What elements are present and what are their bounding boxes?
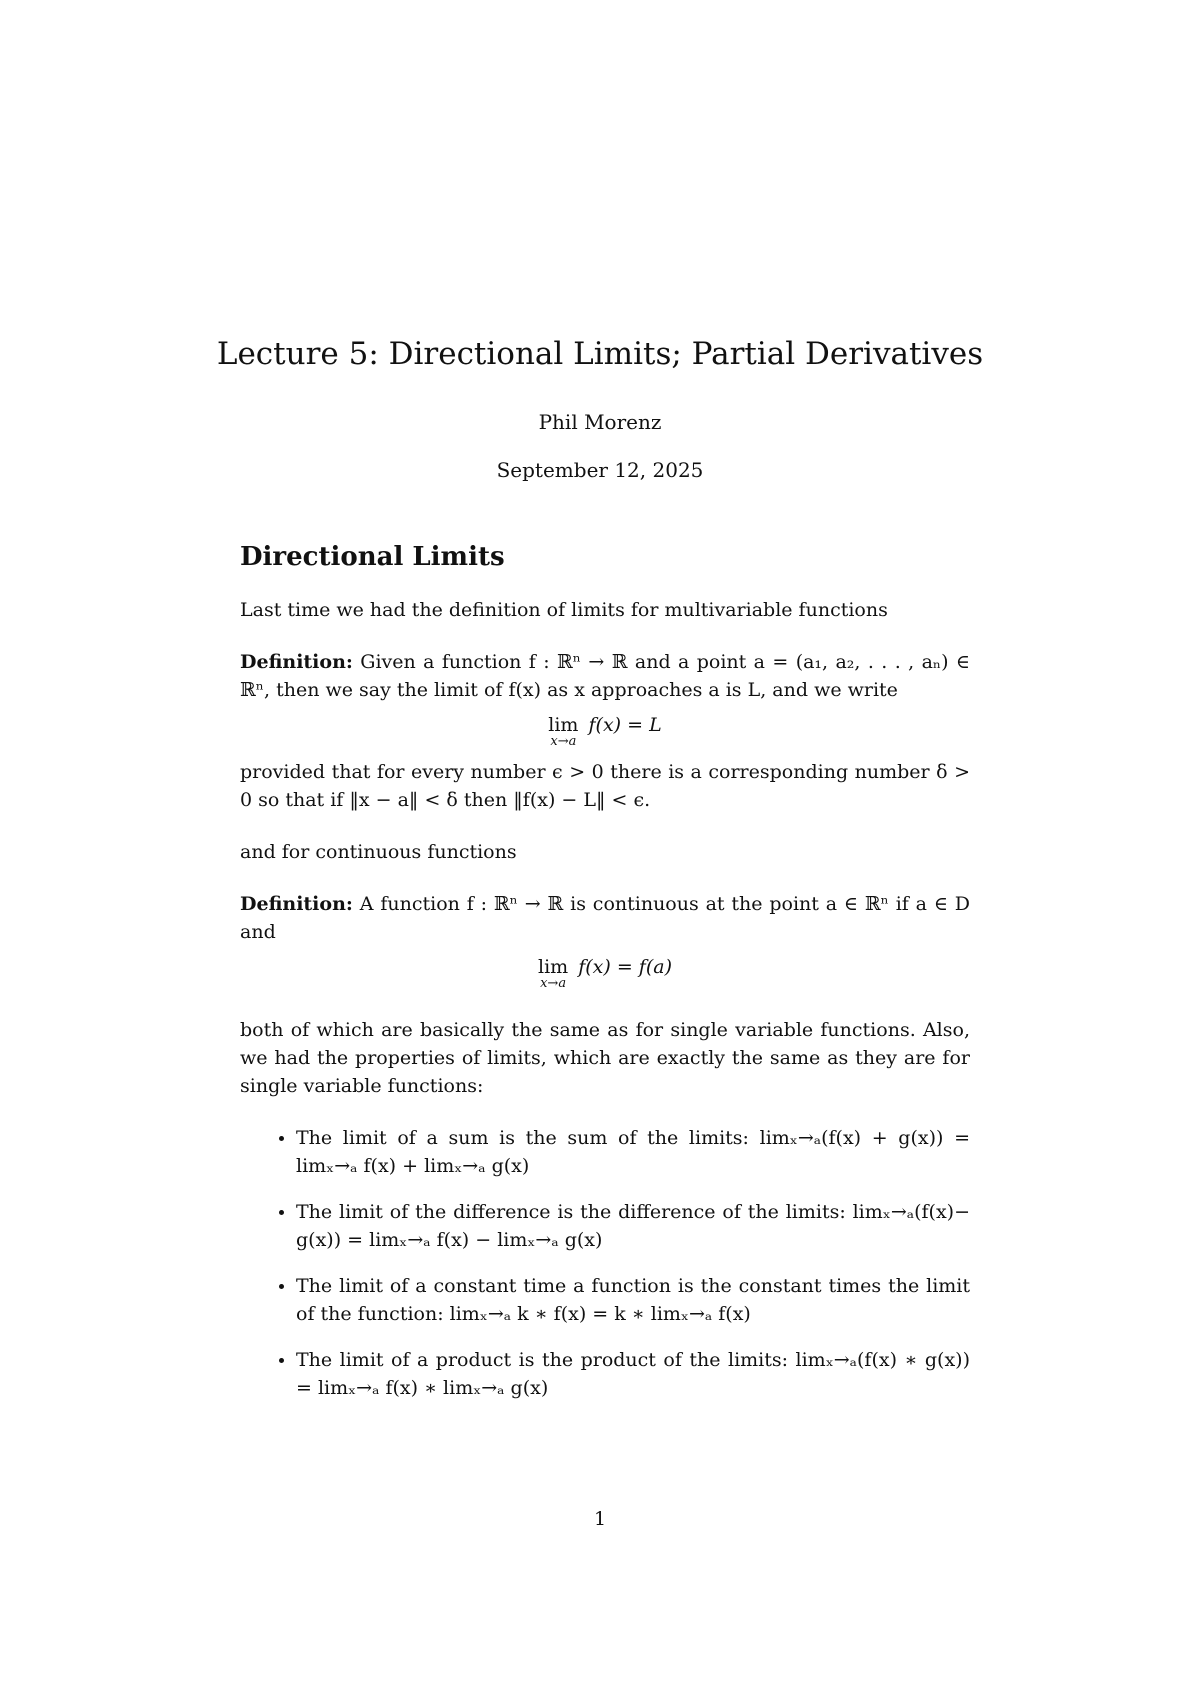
list-item: • The limit of a sum is the sum of the limits: limₓ→ₐ(f(x) + g(x)) = limₓ→ₐ f(x) + limₓ→ₐ g(x) (296, 1124, 970, 1180)
lim-subscript: x→a (540, 976, 567, 991)
lim-operator (548, 714, 578, 748)
display-expression: f(x) = L (588, 714, 662, 736)
definition-label: Definition: (240, 893, 353, 915)
definition-text: A function f : ℝⁿ → ℝ is continuous at the point a ∈ ℝⁿ if a ∈ D and (240, 893, 970, 943)
list-item: • The limit of the difference is the difference of the limits: limₓ→ₐ(f(x)− g(x)) = limₓ→ₐ f(x) − limₓ→ₐ g(x) (296, 1198, 970, 1254)
page-number: 1 (593, 1508, 607, 1530)
lim-word: lim (548, 714, 579, 736)
date: September 12, 2025 (496, 458, 704, 482)
definition-limit-condition: provided that for every number ϵ > 0 there is a corresponding number δ > 0 so that if ‖x − a‖ < δ then ‖f(x) − L‖ < ϵ. (240, 761, 970, 811)
lim-subscript: x→a (550, 734, 577, 749)
lim-word: lim (538, 956, 569, 978)
intro-paragraph: Last time we had the definition of limits for multivariable functions (240, 599, 888, 621)
definition-text: Given a function f : ℝⁿ → ℝ and a point a = (a₁, a₂, . . . , aₙ) ∈ ℝⁿ, then we say the limit of f(x) as x approaches a is L, and we write (240, 651, 970, 701)
main-content (240, 540, 970, 1420)
definition-label: Definition: (240, 651, 353, 673)
display-equation-limit (240, 714, 970, 748)
continuous-intro: and for continuous functions (240, 841, 517, 863)
definition-limit (240, 648, 970, 704)
definition-continuous (240, 890, 970, 946)
lim-operator (538, 956, 568, 990)
list-item: • The limit of a product is the product of the limits: limₓ→ₐ(f(x) ∗ g(x)) = limₓ→ₐ f(x) ∗ limₓ→ₐ g(x) (296, 1346, 970, 1402)
display-equation-continuous (240, 956, 970, 990)
section-heading: Directional Limits (240, 542, 505, 572)
limit-properties-list (240, 1124, 970, 1402)
page-title: Lecture 5: Directional Limits; Partial Derivatives (216, 336, 984, 372)
display-expression: f(x) = f(a) (578, 956, 672, 978)
list-item: • The limit of a constant time a function is the constant times the limit of the function: limₓ→ₐ k ∗ f(x) = k ∗ limₓ→ₐ f(x) (296, 1272, 970, 1328)
author: Phil Morenz (538, 410, 662, 434)
summary-paragraph: both of which are basically the same as for single variable functions. Also, we had the properties of limits, which are exactly the same as they are for single variable functions: (240, 1019, 970, 1097)
